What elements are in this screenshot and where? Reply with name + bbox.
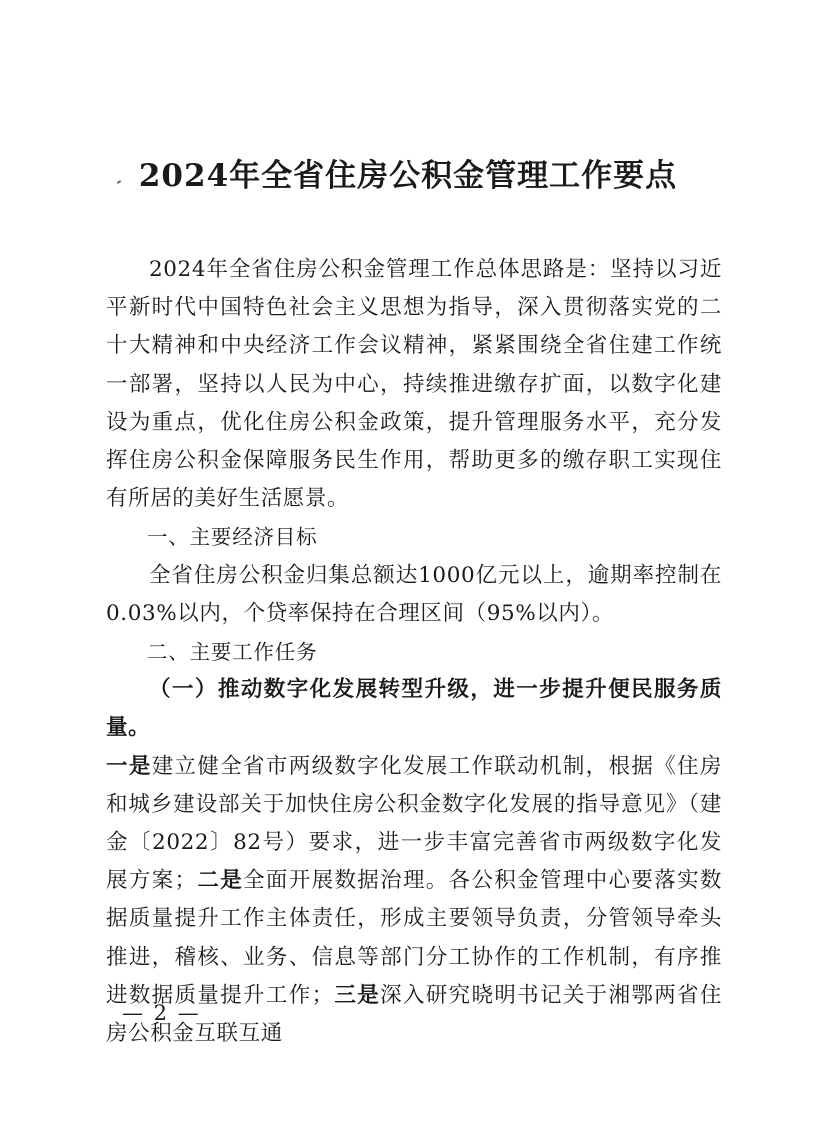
page-number: — 2 — — [122, 1001, 201, 1025]
subsection-1-heading: （一）推动数字化发展转型升级，进一步提升便民服务质量。 — [106, 677, 722, 741]
section-1-heading: 一、主要经济目标 — [147, 525, 318, 550]
item-3-text: 深入研究晓明书记关于湘鄂两省住房公积金互联互通 — [106, 982, 722, 1047]
intro-paragraph: 2024年全省住房公积金管理工作总体思路是：坚持以习近平新时代中国特色社会主义思想为指导，深入贯彻落实党的二十大精神和中央经济工作会议精神，紧紧围绕全省住建工作统一部署，坚持以人民为中心，持续推进缴存扩面，以数字化建设为重点，优化住房公积金政策，提升管理服务水平，充分发挥住房公积金保障服务民生作用，帮助更多的缴存职工实现住有所居的美好生活愿景。 — [106, 257, 722, 512]
document-title: 2024年全省住房公积金管理工作要点 — [138, 158, 678, 194]
item-1-text: 建立健全省市两级数字化发展工作联动机制，根据《住房和城乡建设部关于加快住房公积金数字化发展的指导意见》（建金〔2022〕82号）要求，进一步丰富完善省市两级数字化发展方案； — [106, 753, 722, 894]
document-body — [106, 251, 722, 1053]
item-1-lead: 一是 — [106, 753, 152, 779]
section-1-text: 全省住房公积金归集总额达1000亿元以上，逾期率控制在0.03%以内，个贷率保持在合理区间（95%以内）。 — [106, 562, 722, 626]
item-2-text: 全面开展数据治理。各公积金管理中心要落实数据质量提升工作主体责任，形成主要领导负责，分管领导牵头推进，稽核、业务、信息等部门分工协作的工作机制，有序推进数据质量提升工作； — [106, 868, 723, 1008]
section-2-heading: 二、主要工作任务 — [147, 640, 318, 665]
item-3-lead: 三是 — [333, 982, 381, 1008]
item-2-lead: 二是 — [196, 868, 244, 894]
